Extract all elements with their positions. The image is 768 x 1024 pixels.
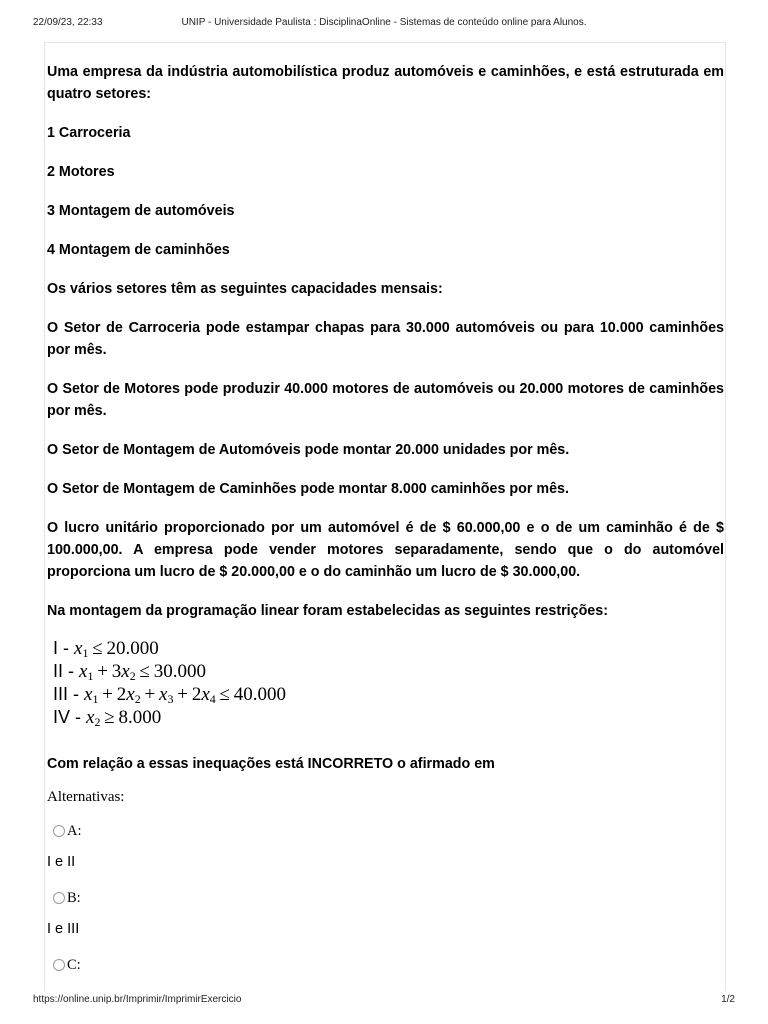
question-paragraph: O lucro unitário proporcionado por um automóvel é de $ 60.000,00 e o de um caminhão é de $ 100.000,00. A empresa pode vender motores separadamente, sendo que o do automóvel proporciona um lucro de $ 20.000,00 e o do caminhão um lucro de $ 30.000,00. [47, 520, 724, 580]
question-paragraph: O Setor de Montagem de Caminhões pode montar 8.000 caminhões por mês. [47, 481, 569, 497]
print-page-title: UNIP - Universidade Paulista : DisciplinaOnline - Sistemas de conteúdo online para Alunos. [181, 17, 587, 28]
constraint-roman: III [53, 684, 69, 704]
radio-button-a[interactable] [53, 825, 65, 837]
print-header [33, 17, 735, 31]
constraint-4: IV - $x_2 \ge 8.000$ [53, 707, 162, 729]
question-paragraph: O Setor de Montagem de Automóveis pode montar 20.000 unidades por mês. [47, 442, 570, 458]
sector-item: 3 Montagem de automóveis [47, 203, 235, 219]
print-url: https://online.unip.br/Imprimir/ImprimirExercicio [33, 994, 242, 1005]
constraint-expression: $x_1 + 2x_2 + x_3 + 2x_4 \le 40.000$ [84, 684, 287, 706]
sector-item: 2 Motores [47, 164, 115, 180]
constraint-3: III - $x_1 + 2x_2 + x_3 + 2x_4 \le 40.000$ [53, 684, 287, 706]
exercise-content [45, 43, 725, 974]
print-datetime: 22/09/23, 22:33 [33, 17, 103, 28]
option-a[interactable] [47, 822, 724, 870]
question-paragraph: Os vários setores têm as seguintes capacidades mensais: [47, 281, 443, 297]
radio-button-c[interactable] [53, 959, 65, 971]
constraint-expression: $x_1 + 3x_2 \le 30.000$ [79, 661, 207, 683]
radio-button-b[interactable] [53, 892, 65, 904]
question-paragraph: Na montagem da programação linear foram estabelecidas as seguintes restrições: [47, 603, 608, 619]
sector-item: 4 Montagem de caminhões [47, 242, 230, 258]
question-prompt: Com relação a essas inequações está INCORRETO o afirmado em [47, 756, 495, 772]
constraint-expression: $x_2 \ge 8.000$ [86, 707, 162, 729]
question-paragraph: Uma empresa da indústria automobilística produz automóveis e caminhões, e está estruturada em quatro setores: [47, 64, 724, 102]
option-letter: A: [67, 822, 82, 839]
print-footer [33, 994, 735, 1008]
constraint-roman: IV [53, 707, 71, 727]
option-c[interactable] [47, 956, 724, 974]
constraints-block [53, 637, 724, 729]
question-paragraph: O Setor de Carroceria pode estampar chapas para 30.000 automóveis ou para 10.000 caminhões por mês. [47, 320, 724, 358]
constraint-roman: II [53, 661, 64, 681]
exercise-frame [44, 42, 726, 991]
constraint-roman: I [53, 638, 59, 658]
print-page-number: 1/2 [721, 994, 735, 1005]
option-b[interactable] [47, 889, 724, 937]
option-letter: C: [67, 956, 81, 973]
option-text: I e II [47, 854, 76, 870]
question-paragraph: O Setor de Motores pode produzir 40.000 motores de automóveis ou 20.000 motores de caminhões por mês. [47, 381, 724, 419]
option-text: I e III [47, 921, 80, 937]
constraint-1: $I - x_1 \le 20.000$ [53, 638, 159, 660]
sector-item: 1 Carroceria [47, 125, 131, 141]
constraint-2: II - $x_1 + 3x_2 \le 30.000$ [53, 661, 207, 683]
alternatives-label: Alternativas: [47, 789, 125, 805]
option-letter: B: [67, 889, 81, 906]
constraint-expression: $x_1 \le 20.000$ [74, 638, 159, 660]
